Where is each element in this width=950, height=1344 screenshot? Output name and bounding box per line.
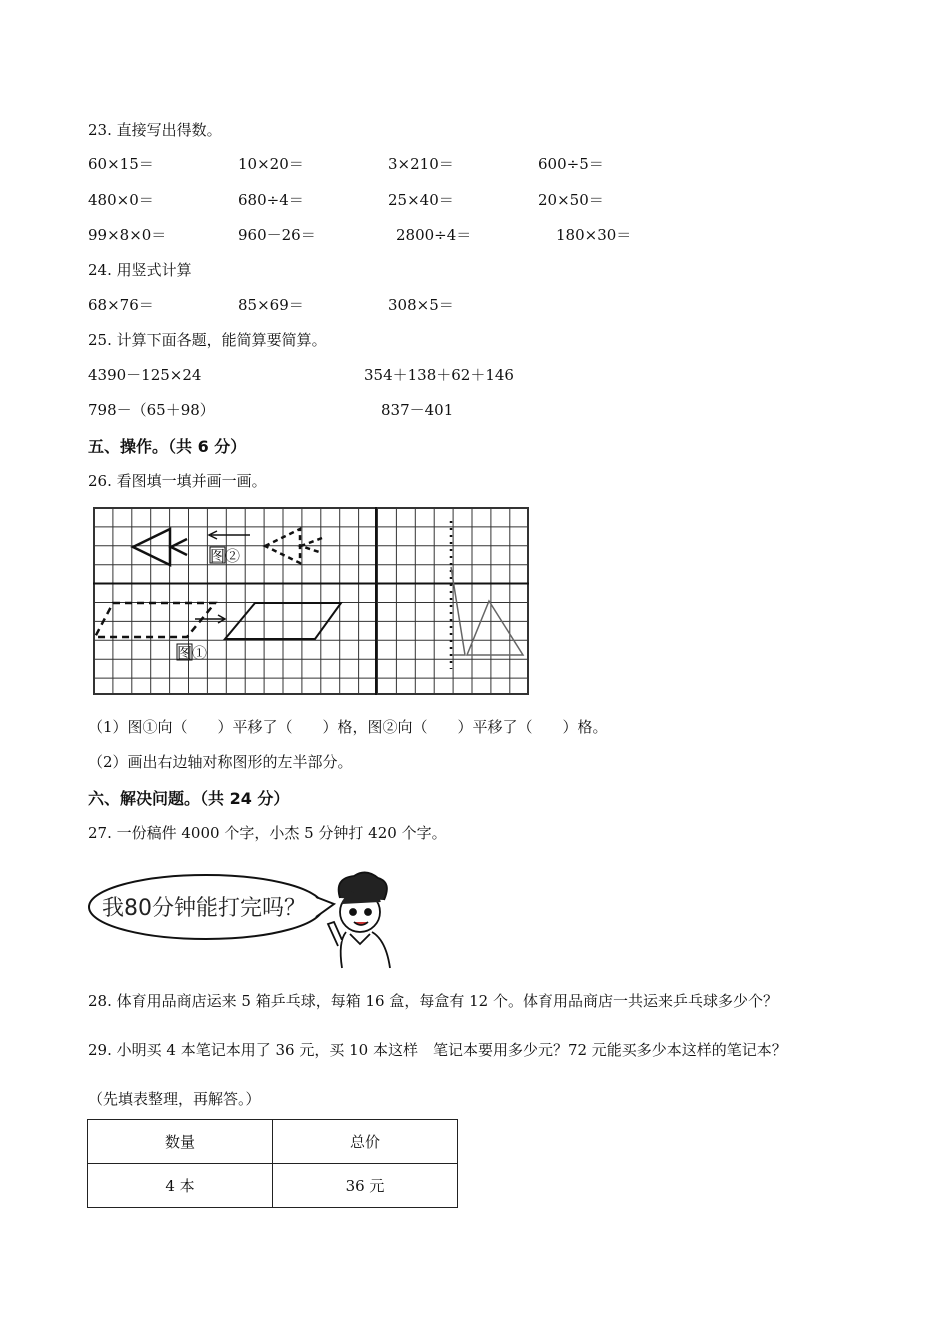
q24-title: 24. 用竖式计算 (88, 261, 192, 279)
table-header-row (88, 1120, 458, 1164)
table-header-cell: 数量 (88, 1120, 273, 1164)
q23-item: 20×50＝ (538, 191, 604, 209)
figure2-label: 图② (210, 547, 241, 565)
translation-grid-figure (93, 507, 529, 695)
q23-item: 480×0＝ (88, 191, 154, 209)
q27-title: 27. 一份稿件 4000 个字，小杰 5 分钟打 420 个字。 (88, 824, 447, 842)
q23-item: 680÷4＝ (238, 191, 304, 209)
q24-item: 308×5＝ (388, 296, 454, 314)
table-cell: 4 本 (88, 1164, 273, 1208)
q23-item: 99×8×0＝ (88, 226, 167, 244)
q26-sub1: （1）图①向（ ）平移了（ ）格，图②向（ ）平移了（ ）格。 (88, 718, 608, 736)
table-header-cell: 总价 (273, 1120, 458, 1164)
q23-item: 960－26＝ (238, 226, 316, 244)
section-heading: 六、解决问题。（共 24 分） (88, 789, 290, 808)
q24-item: 68×76＝ (88, 296, 154, 314)
q25-item: 837－401 (381, 401, 454, 419)
q25-item: 354＋138＋62＋146 (364, 366, 514, 384)
q23-item: 25×40＝ (388, 191, 454, 209)
q23-item: 2800÷4＝ (396, 226, 472, 244)
table-cell: 36 元 (273, 1164, 458, 1208)
q23-item: 180×30＝ (556, 226, 632, 244)
q26-sub2: （2）画出右边轴对称图形的左半部分。 (88, 753, 353, 771)
q29-note: （先填表整理，再解答。） (88, 1090, 261, 1108)
q24-item: 85×69＝ (238, 296, 304, 314)
q23-item: 10×20＝ (238, 155, 304, 173)
q25-item: 798－（65＋98） (88, 401, 215, 419)
q25-title: 25. 计算下面各题，能简算要简算。 (88, 331, 327, 349)
q27-illustration (88, 870, 398, 970)
grid-border (94, 508, 528, 694)
q26-title: 26. 看图填一填并画一画。 (88, 472, 267, 490)
q29-title: 29. 小明买 4 本笔记本用了 36 元，买 10 本这样 笔记本要用多少元？72 元能买多少本这样的笔记本？ (88, 1041, 787, 1059)
q23-title: 23. 直接写出得数。 (88, 121, 222, 139)
price-table (87, 1119, 458, 1208)
boy-avatar (328, 872, 390, 968)
speech-text: 我80分钟能打完吗？ (102, 896, 306, 921)
section-heading: 五、操作。（共 6 分） (88, 437, 247, 456)
q23-item: 3×210＝ (388, 155, 454, 173)
q25-item: 4390－125×24 (88, 366, 202, 384)
figure1-label: 图① (177, 644, 208, 662)
figure2-notch (171, 539, 187, 555)
q23-item: 600÷5＝ (538, 155, 604, 173)
q23-item: 60×15＝ (88, 155, 154, 173)
grid-lines (94, 508, 529, 694)
table-row (88, 1164, 458, 1208)
figure2-original (133, 529, 170, 565)
symmetric-triangle (467, 601, 523, 655)
q28-title: 28. 体育用品商店运来 5 箱乒乓球，每箱 16 盒，每盒有 12 个。体育用品商店一共运来乒乓球多少个？ (88, 992, 778, 1010)
